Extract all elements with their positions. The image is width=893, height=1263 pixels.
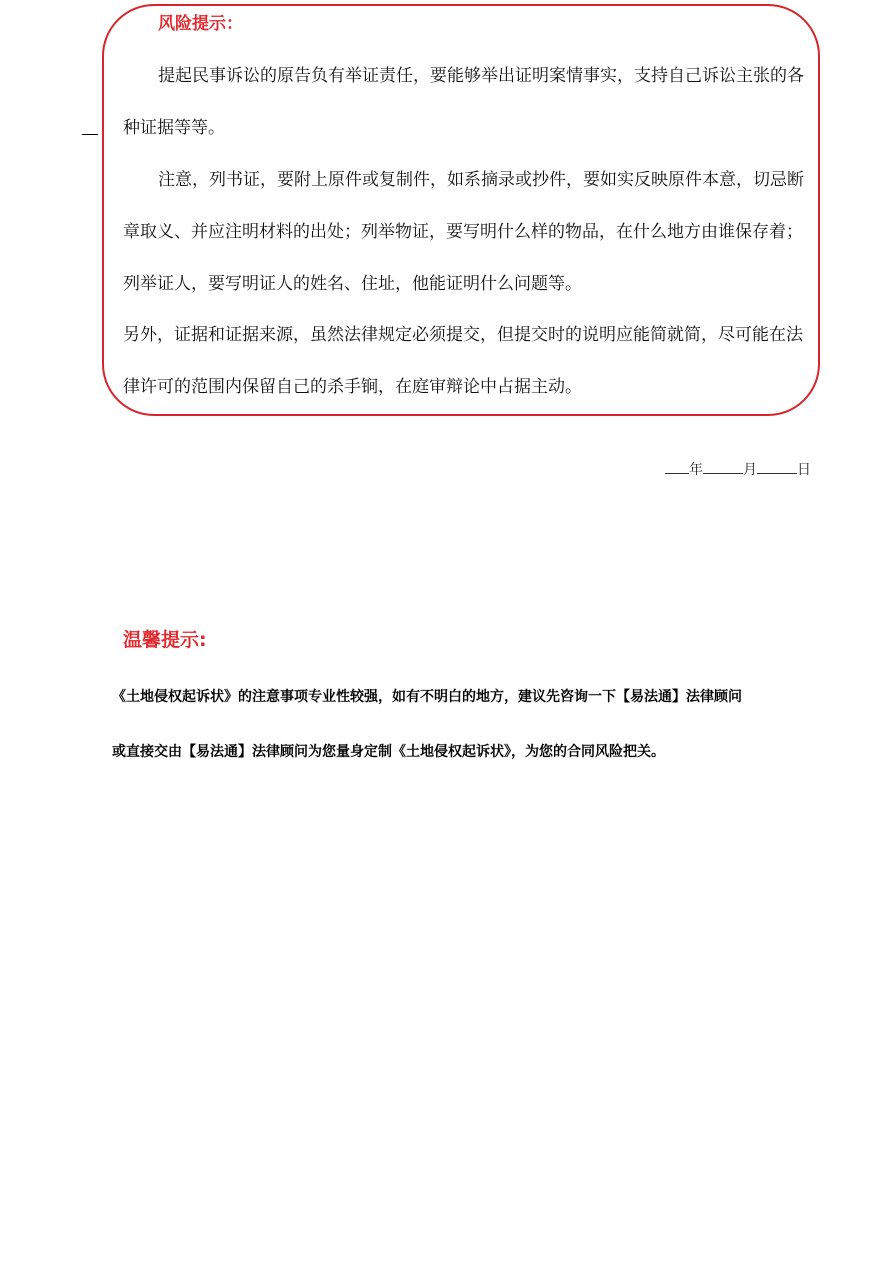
day-blank [757,461,797,474]
warm-notice-line: 《土地侵权起诉状》的注意事项专业性较强，如有不明白的地方，建议先咨询一下【易法通】法律顾问 [112,689,742,705]
risk-notice-line: 列举证人，要写明证人的姓名、住址，他能证明什么问题等。 [123,274,582,294]
year-blank [665,461,689,474]
year-label: 年 [689,462,703,478]
risk-notice-line: 另外，证据和证据来源，虽然法律规定必须提交，但提交时的说明应能简就简，尽可能在法 [123,325,803,345]
risk-notice-title: 风险提示： [158,14,243,34]
date-line [665,460,811,480]
month-label: 月 [743,462,757,478]
risk-notice-line: 提起民事诉讼的原告负有举证责任，要能够举出证明案情事实，支持自己诉讼主张的各 [158,66,804,86]
risk-notice-line: 注意，列书证，要附上原件或复制件，如系摘录或抄件，要如实反映原件本意，切忌断 [158,170,804,190]
risk-notice-line: 种证据等等。 [123,118,225,138]
margin-dash [82,134,98,135]
risk-notice-line: 章取义、并应注明材料的出处；列举物证，要写明什么样的物品，在什么地方由谁保存着； [123,222,803,242]
risk-notice-line: 律许可的范围内保留自己的杀手锏，在庭审辩论中占据主动。 [123,377,582,397]
warm-notice-title: 温馨提示: [123,629,207,651]
warm-notice-line: 或直接交由【易法通】法律顾问为您量身定制《土地侵权起诉状》，为您的合同风险把关。 [112,744,665,760]
month-blank [703,461,743,474]
day-label: 日 [797,462,811,478]
